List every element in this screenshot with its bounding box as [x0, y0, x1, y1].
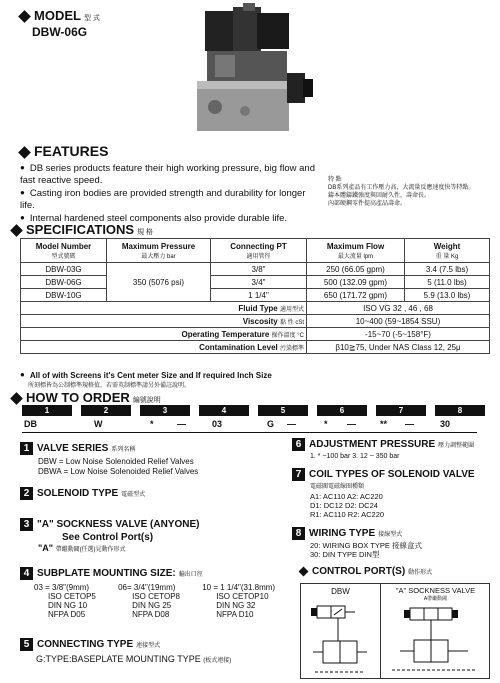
table-row: DBW-10G 1 1/4" 650 (171.72 gpm) 5.9 (13.0 lbs) [21, 289, 490, 302]
section-adjustment-pressure: 6 ADJUSTMENT PRESSURE 壓力調整範圍 1. * ~100 bar 3. 12 ~ 350 bar [292, 438, 492, 462]
spec-note: ● All of with Screens it's Cent meter Size and If required Inch Size [20, 370, 272, 380]
table-row: Contamination Level 污染標準 β10≧75, Under NAS Class 12, 25μ [21, 341, 490, 354]
table-row: DBW-06G 3/4" 500 (132.09 gpm) 5 (11.0 lbs) [21, 276, 490, 289]
section-wiring-type: 8 WIRING TYPE 接線型式 20: WIRING BOX TYPE 接線盒式 30: DIN TYPE DIN型 [292, 527, 492, 559]
sockness-label: "A" SOCKNESS VALVE [395, 586, 476, 595]
model-header: MODEL 型 式 DBW-06G [20, 8, 100, 39]
dbw-schematic [301, 596, 379, 676]
section-subplate-size: 4 SUBPLATE MOUNTING SIZE: 輸出口徑 03 = 3/8"(9mm) ISO CETOP5 DIN NG 10 NFPA D05 06= 3/4"(19mm) ISO CETOP8 DIN NG 25 NFPA D08 10 = 1 1/4"(31.8mm) ISO CETOP10 DIN NG 32 NFPA D10 [20, 567, 300, 619]
feature-cn-item: DB系列產品有工作壓力高，大流量反應速度快等特點。 [328, 185, 475, 191]
product-image [185, 3, 315, 138]
features-section: FEATURES ● DB series products feature their high working pressure, big flow and fast reactive speed. ● Casting iron bodies are provided strength and durability for longer life. ● Internal hardened steel components also provide durable life. 特 點 DB系列產品有工作壓力高，大流量反應速度快等特點。 鑄本體鑄鐵強度與回耐久性，壽命長。 內部硬鋼零件提高產品壽命。 [20, 143, 490, 225]
diamond-icon [10, 224, 23, 237]
section-sockness-valve: 3 "A" SOCKNESS VALVE (ANYONE) See Control Port(s) "A" 帶繼動閥(任選)見動作形式 [20, 518, 290, 553]
model-code: DBW-06G [32, 25, 88, 39]
specifications-title: SPECIFICATIONS 規 格 [12, 222, 153, 237]
dbw-label: DBW [331, 587, 350, 596]
order-code-values: DB W * — 03 G — * — ** — 30 [24, 419, 451, 429]
order-title: HOW TO ORDER 編號說明 [12, 390, 161, 405]
order-code-numbers: 1 2 3 4 5 6 7 8 [22, 405, 485, 416]
feature-item: ● Casting iron bodies are provided strength and durability for longer life. [20, 187, 320, 212]
pressure-cell: 350 (5076 psi) [107, 263, 211, 302]
section-connecting-type: 5 CONNECTING TYPE 連接型式 G:TYPE:BASEPLATE MOUNTING TYPE (板式連接) [20, 638, 300, 664]
control-port-diagram [300, 583, 490, 679]
feature-cn-title: 特 點 [328, 177, 342, 183]
diamond-icon [10, 392, 23, 405]
control-port-title: CONTROL PORT(S) 動作形式 [300, 566, 432, 577]
diamond-icon [18, 146, 31, 159]
table-row: DBW-03G 350 (5076 psi) 3/8" 250 (66.05 gpm) 3.4 (7.5 lbs) [21, 263, 490, 276]
diamond-icon [299, 566, 309, 576]
diamond-icon [18, 10, 31, 23]
table-row: Fluid Type 適用型式 ISO VG 32 , 46 , 68 [21, 302, 490, 315]
sockness-schematic [382, 602, 487, 676]
table-row: Viscosity 黏 性 cSt 10~400 (59~1854 SSU) [21, 315, 490, 328]
order-underline [22, 432, 477, 433]
section-coil-types: 7 COIL TYPES OF SOLENOID VALVE 電磁閥電磁線圈種類 A1: AC110 A2: AC220 D1: DC12 D2: DC24 R1: AC110 R2: AC220 [292, 468, 492, 519]
spec-table: Model Number 型式號碼 Maximum Pressure 最大壓力 bar Connecting PT 適用管徑 Maximum Flow 最大流量 lpm Weight 重 量 Kg DBW-03G 350 (5076 psi) 3/8" 250 (66.05 gpm) 3.4 (7.5 lbs) DBW-06G 3/4" 500 (132.09 gpm) 5 (11.0 lbs) DBW-10G 1 1/4" 650 (171.72 gpm) 5.9 (13.0 lbs) Fluid Type 適用型式 ISO VG 32 , 46 , 68 Viscosity 黏 性 cSt 10~400 (59~1854 SSU) Operating Temperature 操作溫度 °C -15~70 (-5~158°F) Contamination Level 污染標準 β10≧75, Under NAS Class 12, 25μ [20, 238, 490, 354]
sockness-cn: A帶繼動閥 [423, 596, 448, 602]
feature-item: ● Internal hardened steel components also provide durable life. [20, 212, 320, 225]
feature-cn-item: 內部硬鋼零件提高產品壽命。 [328, 201, 407, 207]
table-row: Operating Temperature 操作溫度 °C -15~70 (-5~158°F) [21, 328, 490, 341]
feature-item: ● DB series products feature their high working pressure, big flow and fast reactive speed. [20, 162, 320, 187]
section-valve-series: 1 VALVE SERIES 系列名稱 DBW = Low Noise Solenoided Relief Valves DBWA = Low Noise Solenoided Relief Valves [20, 442, 290, 477]
section-solenoid-type: 2 SOLENOID TYPE 電磁型式 [20, 487, 290, 500]
spec-note-cn: 所刻標皆為公制標準規格值，若需英制標準請另外備註說明。 [28, 383, 191, 389]
feature-cn-item: 鑄本體鑄鐵強度與回耐久性，壽命長。 [328, 193, 431, 199]
